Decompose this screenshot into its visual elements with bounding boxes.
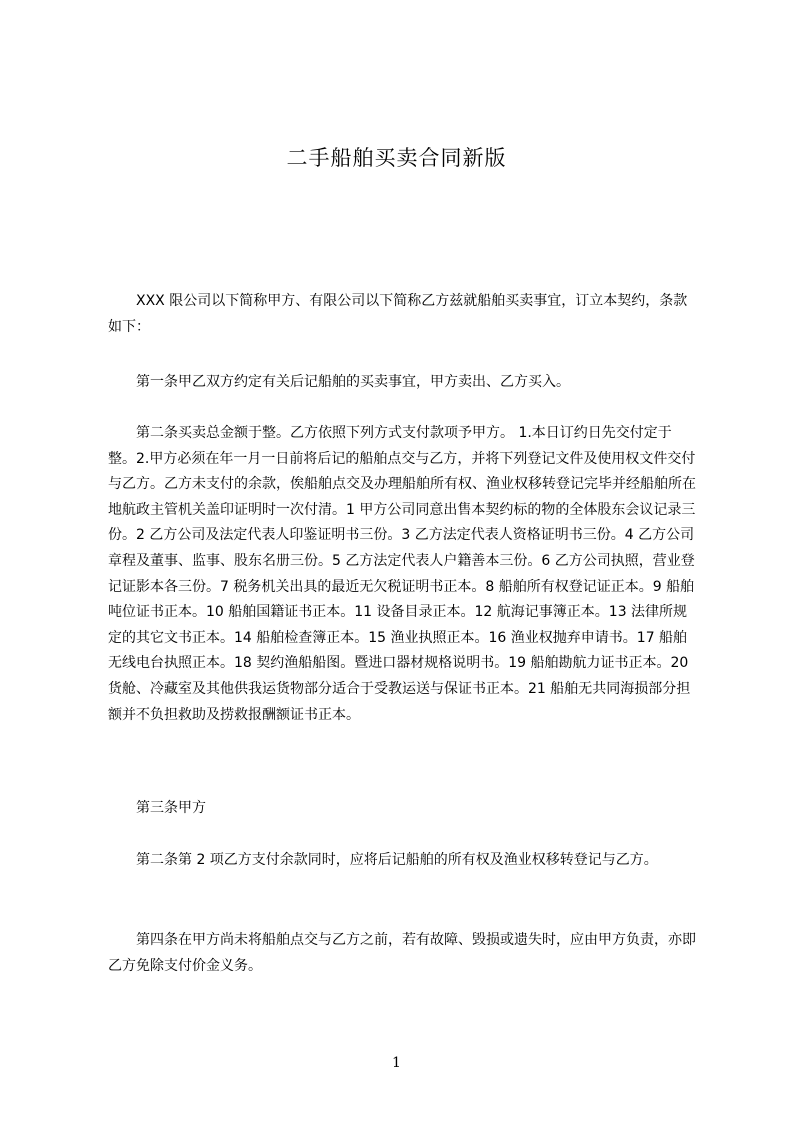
paragraph-preamble: XXX 限公司以下简称甲方、有限公司以下简称乙方兹就船舶买卖事宜，订立本契约，条款如下： (108, 293, 688, 335)
clause-4 (108, 928, 698, 979)
paragraph-article-3-body: 第二条第 2 项乙方支付余款同时，应将后记船舶的所有权及渔业权移转登记与乙方。 (136, 852, 658, 868)
paragraph-article-1: 第一条甲乙双方约定有关后记船舶的买卖事宜，甲方卖出、乙方买入。 (136, 374, 570, 390)
paragraph-article-2: 第二条买卖总金额于整。乙方依照下列方式支付款项予甲方。 1.本日订约日先交付定于整。2.甲方必须在年一月一日前将后记的船舶点交与乙方，并将下列登记文件及使用权文件交付与乙方。乙方未支付的余款，俟船舶点交及办理船舶所有权、渔业权移转登记完毕并经船舶所在地航政主管机关盖印证明时一次付清。1 甲方公司同意出售本契约标的物的全体股东会议记录三份。2 乙方公司及法定代表人印鉴证明书三份。3 乙方法定代表人资格证明书三份。4 乙方公司章程及董事、监事、股东名册三份。5 乙方法定代表人户籍善本三份。6 乙方公司执照，营业登记证影本各三份。7 税务机关出具的最近无欠税证明书正本。8 船舶所有权登记证正本。9 船舶吨位证书正本。10 船舶国籍证书正本。11 设备目录正本。12 航海记事簿正本。13 法律所规定的其它文书正本。14 船舶检查簿正本。15 渔业执照正本。16 渔业权抛弃申请书。17 船舶无线电台执照正本。18 契约渔船船图。暨进口器材规格说明书。19 船舶勘航力证书正本。20 货舱、冷藏室及其他供我运货物部分适合于受教运送与保证书正本。21 船舶无共同海损部分担额并不负担救助及捞救报酬额证书正本。 (108, 425, 696, 723)
document-title: 二手船舶买卖合同新版 (286, 146, 507, 170)
clause-preamble (108, 289, 698, 340)
paragraph-article-3: 第三条甲方 (136, 800, 206, 816)
clause-3 (108, 796, 698, 822)
clause-1 (108, 370, 698, 396)
clause-3-continued (108, 848, 698, 874)
page-number: 1 (392, 1055, 401, 1071)
clause-2 (108, 421, 698, 728)
paragraph-article-4: 第四条在甲方尚未将船舶点交与乙方之前，若有故障、毁损或遗失时，应由甲方负责，亦即乙方免除支付价金义务。 (108, 932, 696, 974)
